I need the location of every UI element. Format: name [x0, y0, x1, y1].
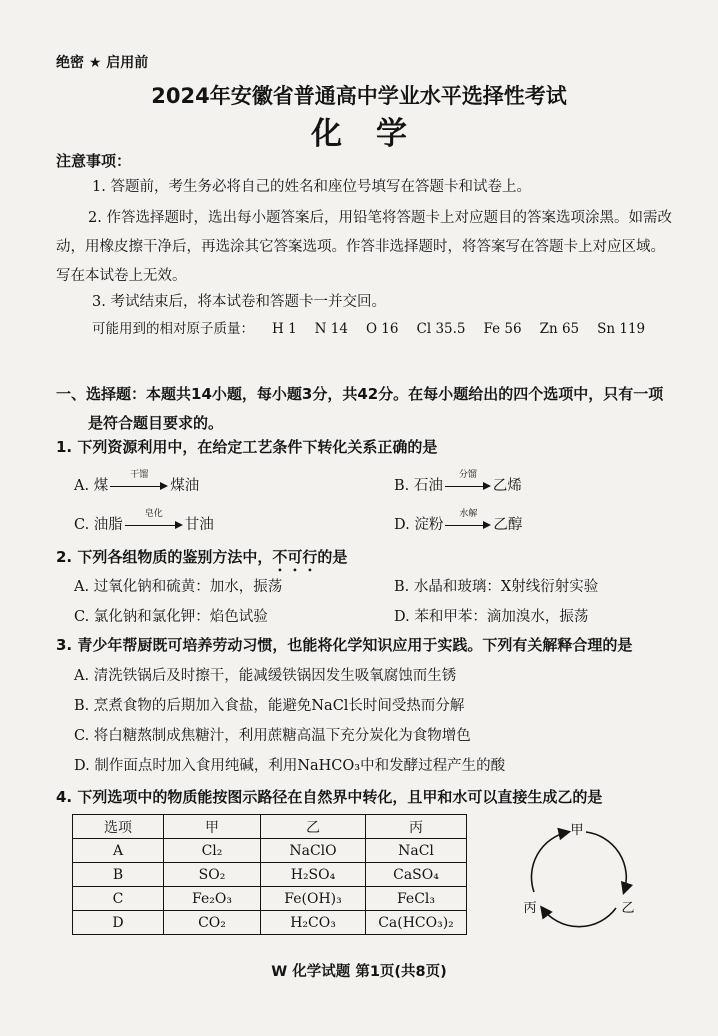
emphasis-text: 不可行	[272, 548, 318, 566]
reaction-arrow: 分馏	[445, 479, 491, 493]
table-cell: H₂CO₃	[261, 911, 366, 935]
atomic-mass-o: O 16	[365, 321, 399, 337]
exam-title: 2024年安徽省普通高中学业水平选择性考试	[151, 84, 567, 108]
notice-heading: 注意事项：	[56, 152, 132, 170]
notice-item-2: 2. 作答选择题时，选出每小题答案后，用铅笔将答题卡上对应题目的答案选项涂黑。如需改动，用橡皮擦干净后，再选涂其它答案选项。作答非选择题时，将答案写在答题卡上对应区域。写在本试卷上无效。	[56, 210, 672, 284]
table-cell: SO₂	[164, 863, 261, 887]
secret-label: 绝密 ★ 启用前	[56, 55, 149, 71]
atomic-mass-cl: Cl 35.5	[416, 321, 466, 337]
section-1-heading: 一、选择题：本题共14小题，每小题3分，共42分。在每小题给出的四个选项中，只有一项 是符合题目要求的。	[56, 385, 664, 432]
question-2-stem: 2. 下列各组物质的鉴别方法中，不可行的是	[56, 548, 348, 566]
subject-title: 化学	[311, 116, 441, 152]
atomic-mass-zn: Zn 65	[539, 321, 580, 337]
table-cell: A	[73, 839, 164, 863]
table-cell: B	[73, 863, 164, 887]
page-footer: W 化学试题 第1页(共8页)	[271, 964, 447, 980]
atomic-mass-n: N 14	[314, 321, 348, 337]
q2-option-c: C. 氯化钠和氯化钾：焰色试验	[74, 609, 268, 625]
atomic-label: 可能用到的相对原子质量：	[92, 321, 254, 337]
q3-option-c: C. 将白糖熬制成焦糖汁，利用蔗糖高温下充分炭化为食物增色	[74, 728, 471, 744]
cycle-arrow-top-right	[586, 832, 626, 892]
table-row	[73, 839, 467, 863]
notice-item-1: 1. 答题前，考生务必将自己的姓名和座位号填写在答题卡和试卷上。	[92, 179, 531, 195]
question-4-stem: 4. 下列选项中的物质能按图示路径在自然界中转化，且甲和水可以直接生成乙的是	[56, 788, 603, 806]
table-cell: Ca(HCO₃)₂	[366, 911, 467, 935]
reaction-arrow: 干馏	[110, 479, 168, 493]
q2-option-b: B. 水晶和玻璃：X射线衍射实验	[394, 579, 599, 595]
reaction-arrow: 皂化	[125, 518, 183, 532]
table-cell: H₂SO₄	[261, 863, 366, 887]
q2-option-d: D. 苯和甲苯：滴加溴水，振荡	[394, 609, 589, 625]
cycle-arrow-left-top	[531, 832, 568, 892]
table-header: 乙	[261, 815, 366, 839]
q1-option-c: C. 油脂 皂化 甘油	[74, 509, 214, 533]
table-cell: NaClO	[261, 839, 366, 863]
table-cell: FeCl₃	[366, 887, 467, 911]
table-cell: NaCl	[366, 839, 467, 863]
table-cell: Cl₂	[164, 839, 261, 863]
q2-option-a: A. 过氧化钠和硫黄：加水，振荡	[74, 579, 283, 595]
question-1-stem: 1. 下列资源利用中，在给定工艺条件下转化关系正确的是	[56, 438, 438, 456]
table-cell: Fe₂O₃	[164, 887, 261, 911]
table-header: 甲	[164, 815, 261, 839]
table-cell: C	[73, 887, 164, 911]
table-row	[73, 863, 467, 887]
table-row	[73, 911, 467, 935]
atomic-masses	[92, 317, 645, 337]
q3-option-a: A. 清洗铁锅后及时擦干，能减缓铁锅因发生吸氧腐蚀而生锈	[74, 668, 457, 684]
atomic-mass-sn: Sn 119	[597, 321, 646, 337]
q1-option-d: D. 淀粉 水解 乙醇	[394, 509, 523, 533]
q4-options-table	[72, 814, 467, 935]
atomic-mass-fe: Fe 56	[483, 321, 522, 337]
cycle-label-right: 乙	[621, 901, 635, 916]
q1-option-b: B. 石油 分馏 乙烯	[394, 470, 522, 494]
notice-item-3: 3. 考试结束后，将本试卷和答题卡一并交回。	[92, 294, 386, 310]
cycle-arrow-right-left	[542, 908, 616, 927]
table-row	[73, 887, 467, 911]
conversion-cycle-diagram	[520, 818, 640, 930]
table-header: 丙	[366, 815, 467, 839]
q3-option-b: B. 烹煮食物的后期加入食盐，能避免NaCl长时间受热而分解	[74, 698, 465, 714]
table-cell: CO₂	[164, 911, 261, 935]
reaction-arrow: 水解	[445, 518, 491, 532]
table-cell: CaSO₄	[366, 863, 467, 887]
table-cell: Fe(OH)₃	[261, 887, 366, 911]
table-cell: D	[73, 911, 164, 935]
cycle-label-top: 甲	[570, 823, 584, 838]
table-header: 选项	[73, 815, 164, 839]
q3-option-d: D. 制作面点时加入食用纯碱，利用NaHCO₃中和发酵过程产生的酸	[74, 758, 506, 774]
atomic-mass-h: H 1	[272, 321, 297, 337]
table-header-row	[73, 815, 467, 839]
q1-option-a: A. 煤 干馏 煤油	[74, 470, 200, 494]
question-3-stem: 3. 青少年帮厨既可培养劳动习惯，也能将化学知识应用于实践。下列有关解释合理的是	[56, 636, 633, 654]
cycle-label-left: 丙	[523, 901, 537, 916]
